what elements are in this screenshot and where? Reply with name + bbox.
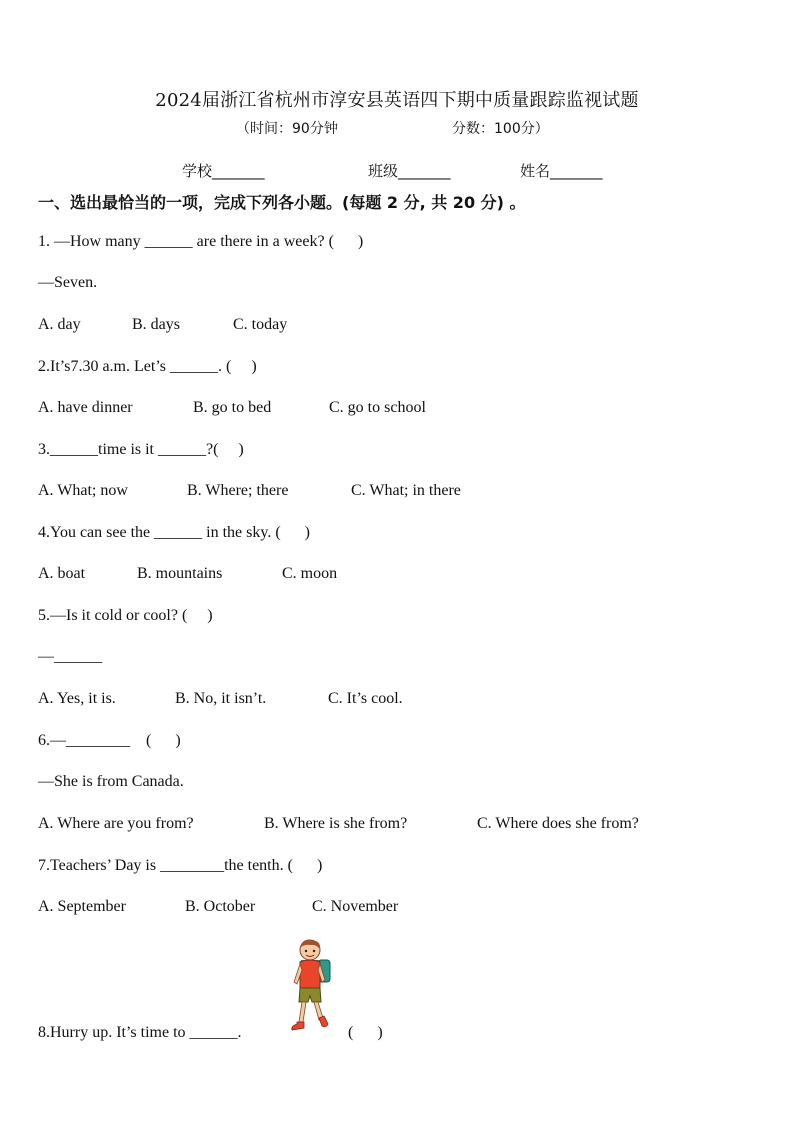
school-field[interactable]: 学校_______: [182, 162, 265, 180]
name-field[interactable]: 姓名_______: [520, 162, 603, 180]
question-8-bracket: ( ): [348, 1024, 383, 1041]
q7-option-a[interactable]: A. September: [38, 898, 126, 915]
q3-option-c[interactable]: C. What; in there: [351, 482, 461, 499]
class-field[interactable]: 班级_______: [368, 162, 451, 180]
q1-option-a[interactable]: A. day: [38, 316, 81, 333]
question-2: 2.It’s7.30 a.m. Let’s ______. ( ): [38, 358, 257, 375]
q1-option-b[interactable]: B. days: [132, 316, 180, 333]
question-8: 8.Hurry up. It’s time to ______.: [38, 1024, 242, 1041]
q2-option-b[interactable]: B. go to bed: [193, 399, 272, 416]
page-title: 2024届浙江省杭州市淳安县英语四下期中质量跟踪监视试题: [155, 90, 639, 111]
q2-option-a[interactable]: A. have dinner: [38, 399, 133, 416]
question-4: 4.You can see the ______ in the sky. ( ): [38, 524, 310, 541]
question-5: 5.—Is it cold or cool? ( ): [38, 607, 213, 624]
q1-option-c[interactable]: C. today: [233, 316, 288, 333]
question-3: 3.______time is it ______?( ): [38, 441, 244, 458]
exam-time: （时间：90分钟: [236, 121, 338, 137]
question-1: 1. —How many ______ are there in a week? ( ): [38, 233, 364, 250]
question-1-answer: —Seven.: [38, 274, 98, 291]
q5-option-b[interactable]: B. No, it isn’t.: [175, 690, 267, 707]
q4-option-a[interactable]: A. boat: [38, 565, 86, 582]
q4-option-b[interactable]: B. mountains: [137, 565, 223, 582]
exam-score: 分数：100分）: [452, 121, 549, 137]
q7-option-c[interactable]: C. November: [312, 898, 399, 915]
question-7: 7.Teachers’ Day is ________the tenth. ( ): [38, 857, 323, 874]
q5-option-a[interactable]: A. Yes, it is.: [38, 690, 116, 707]
question-6-answer: —She is from Canada.: [38, 773, 184, 790]
question-5-answer: —______: [38, 648, 102, 665]
q6-option-b[interactable]: B. Where is she from?: [264, 815, 408, 832]
q4-option-c[interactable]: C. moon: [282, 565, 338, 582]
q3-option-a[interactable]: A. What; now: [38, 482, 128, 499]
q5-option-c[interactable]: C. It’s cool.: [328, 690, 403, 707]
section-heading: 一、选出最恰当的一项，完成下列各小题。(每题 2 分, 共 20 分) 。: [38, 193, 526, 212]
q7-option-b[interactable]: B. October: [185, 898, 256, 915]
q2-option-c[interactable]: C. go to school: [329, 399, 426, 416]
q3-option-b[interactable]: B. Where; there: [187, 482, 289, 499]
q6-option-a[interactable]: A. Where are you from?: [38, 815, 194, 832]
question-6: 6.—________ ( ): [38, 732, 181, 749]
q6-option-c[interactable]: C. Where does she from?: [477, 815, 639, 832]
boy-with-backpack-icon: [288, 938, 336, 1036]
